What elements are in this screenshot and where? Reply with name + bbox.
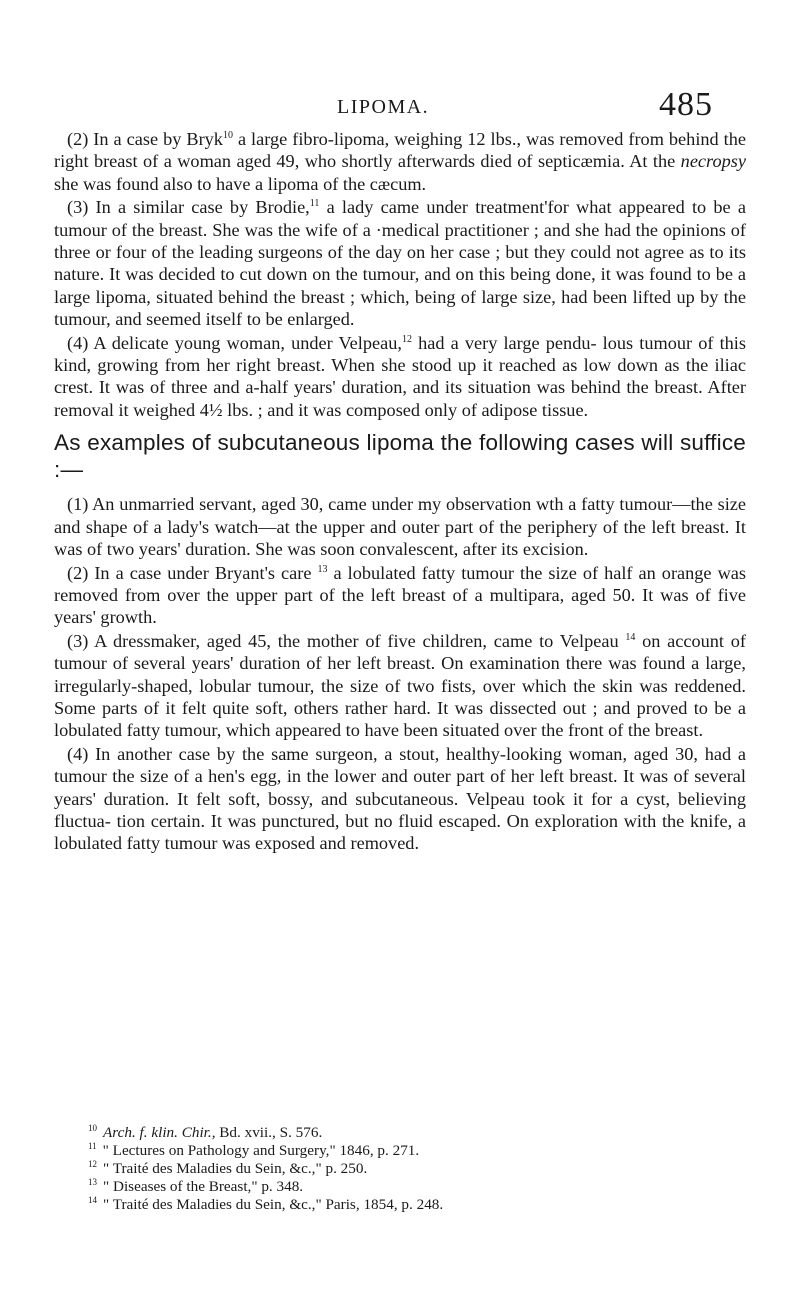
footnote-ref-14: 14: [625, 631, 636, 643]
text-segment: (3) A dressmaker, aged 45, the mother of five children, came to Velpeau: [67, 630, 626, 651]
footnote-number: 11: [88, 1141, 97, 1151]
running-head: [0, 88, 800, 128]
text-segment: had a very large pendu- lous tumour of this kind, growing from her right breast. When she stood up it reached as low down as the iliac crest. It was of three and a-half years' duration, and its situation was behind the breast. After removal it weighed 4½ lbs. ; and it was composed only of adipose tissue.: [54, 332, 746, 420]
text-segment: (2) In a case under Bryant's care: [67, 562, 318, 583]
paragraph-subcutaneous-case-1: [54, 493, 746, 560]
paragraph-case-4-velpeau: [54, 332, 746, 422]
text-segment: (4) In another case by the same surgeon, a stout, healthy-looking woman, aged 30, had a tumour the size of a hen's egg, in the lower and outer part of her left breast. It was of several years' duration. It felt soft, bossy, and subcutaneous. Velpeau took it for a cyst, believing fluctua- tion certain. It was punctured, but no fluid escaped. On exploration with the knife, a lobulated fatty tumour was exposed and removed.: [54, 743, 746, 854]
footnote-13: [88, 1178, 748, 1196]
footnote-text: " Traité des Maladies du Sein, &c.," p. 250.: [103, 1160, 368, 1177]
text-segment: a lobulated fatty tumour the size of half an orange was removed from over the upper part of the left breast of a multipara, aged 50. It was of five years' growth.: [54, 562, 746, 628]
running-head-title: LIPOMA.: [337, 96, 430, 118]
text-segment: a lady came under treatment'for what appeared to be a tumour of the breast. She was the wife of a ·medical practitioner ; and she had the opinions of three or four of the leading surgeons of the day on her case ; but they could not agree as to its nature. It was decided to cut down on the tumour, and on this being done, it was found to be a large lipoma, situated behind the breast ; which, being of large size, had been lifted up by the tumour, and seemed itself to be enlarged.: [54, 197, 746, 330]
text-segment: (4) A delicate young woman, under Velpeau,: [67, 332, 402, 353]
emphasis-necropsy: necropsy: [680, 151, 746, 172]
footnote-text: " Lectures on Pathology and Surgery," 1846, p. 271.: [102, 1142, 420, 1159]
footnote-12: [88, 1160, 748, 1178]
text-segment: (1) An unmarried servant, aged 30, came under my observation wth a fatty tumour—the size and shape of a lady's watch—at the upper and outer part of the periphery of the left breast. It was of two years' duration. She was soon convalescent, after its excision.: [54, 494, 746, 560]
text-segment: (3) In a similar case by Brodie,: [67, 197, 310, 218]
footnote-title: Arch. f. klin. Chir.: [103, 1124, 212, 1141]
footnote-number: 13: [88, 1177, 97, 1187]
paragraph-subcutaneous-case-3: [54, 630, 746, 742]
footnote-ref-12: 12: [401, 333, 412, 345]
footnote-ref-11: 11: [309, 198, 320, 210]
footnote-number: 14: [88, 1195, 97, 1205]
text-segment: (2) In a case by Bryk: [67, 129, 223, 149]
text-segment: she was found also to have a lipoma of the cæcum.: [54, 173, 427, 194]
footnote-number: 12: [88, 1159, 97, 1169]
section-heading: As examples of subcutaneous lipoma the following cases will suffice :—: [54, 430, 746, 483]
footnote-number: 10: [88, 1123, 97, 1133]
footnote-ref-10: 10: [222, 130, 233, 141]
footnote-text: " Diseases of the Breast," p. 348.: [103, 1178, 304, 1195]
footnote-text: " Traité des Maladies du Sein, &c.," Paris, 1854, p. 248.: [103, 1196, 444, 1213]
paragraph-subcutaneous-case-4: [54, 743, 746, 855]
paragraph-case-2-bryk: [54, 128, 746, 195]
footnote-11: [88, 1142, 748, 1160]
footnote-text: , Bd. xvii., S. 576.: [211, 1124, 323, 1141]
footnote-ref-13: 13: [317, 563, 328, 575]
text-segment: on account of tumour of several years' duration of her left breast. On examination there was found a large, irregularly-shaped, lobular tumour, the size of two fists, over which the skin was reddened. Some parts of it felt quite soft, others rather hard. It was dissected out ; and proved to be a lobulated fatty tumour, which appeared to have been situated over the front of the breast.: [54, 630, 746, 741]
footnotes: [88, 1124, 748, 1214]
footnote-10: [88, 1124, 748, 1142]
paragraph-case-3-brodie: [54, 196, 746, 330]
footnote-14: [88, 1196, 748, 1214]
paragraph-subcutaneous-case-2: [54, 562, 746, 629]
text-segment: a large fibro-lipoma, weighing 12 lbs., was removed from behind the right breast of a woman aged 49, who shortly afterwards died of septicæmia. At the: [54, 129, 747, 172]
body-text: [54, 128, 746, 855]
page-number: 485: [659, 86, 713, 123]
